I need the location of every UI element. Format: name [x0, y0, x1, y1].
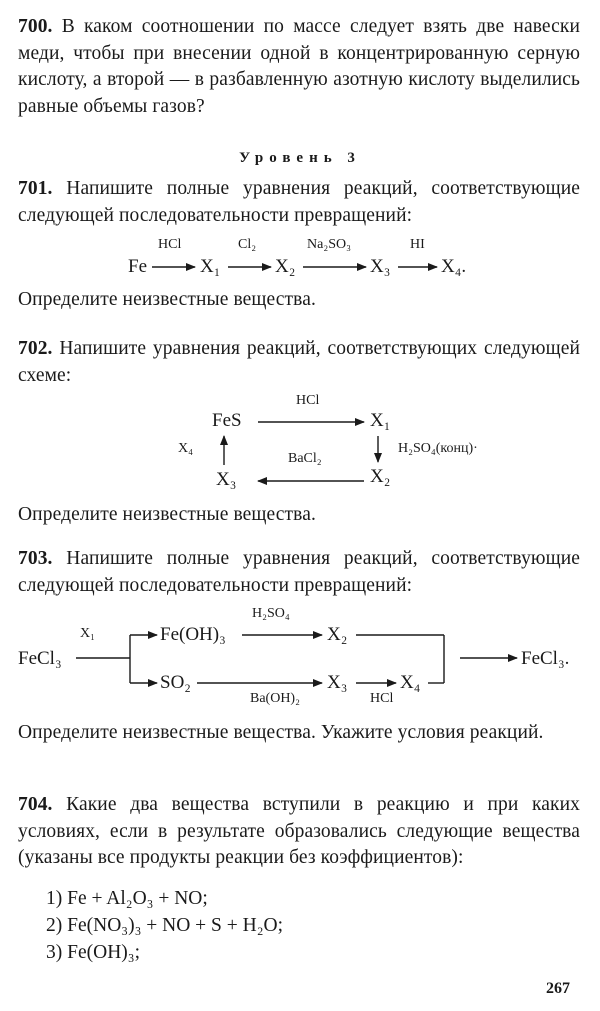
scheme-701-reagent-4: HI [410, 237, 425, 252]
problem-text: Какие два вещества вступили в реакцию и при каких условиях, если в результате образовались следующие вещества (указаны все продукты реакции без коэффициентов): [18, 794, 580, 868]
scheme-703-fecl3-left: FeCl₃ [18, 648, 62, 669]
scheme-703-feoh3: Fe(OH)₃ [160, 624, 226, 645]
scheme-701-product-4: X₄. [441, 256, 467, 277]
scheme-702-fes: FeS [212, 410, 242, 431]
note-703: Определите неизвестные вещества. Укажите условия реакций. [18, 722, 544, 743]
problem-number: 701. [18, 178, 53, 199]
scheme-703-baoh2: Ba(OH)₂ [250, 691, 300, 706]
scheme-701-reagent-2: Cl₂ [238, 237, 257, 252]
scheme-703-fecl3-right: FeCl₃. [521, 648, 570, 669]
scheme-701-product-1: X₁ [200, 256, 221, 277]
answer-3: 3) Fe(OH)₃; [46, 942, 140, 963]
page-number: 267 [546, 980, 570, 997]
scheme-703-h2so4: H₂SO₄ [252, 606, 290, 621]
answer-1: 1) Fe + Al₂O₃ + NO; [46, 888, 208, 909]
problem-number: 703. [18, 548, 53, 569]
note-702: Определите неизвестные вещества. [18, 504, 316, 525]
scheme-702-x2: X₂ [370, 466, 391, 487]
scheme-703-so2: SO₂ [160, 672, 191, 693]
scheme-701-product-3: X₃ [370, 256, 391, 277]
note-701: Определите неизвестные вещества. [18, 289, 316, 310]
problem-number: 702. [18, 338, 53, 359]
scheme-703-x4: X₄ [400, 672, 421, 693]
problem-number: 704. [18, 794, 53, 815]
scheme-702-h2so4: H₂SO₄(конц)· [398, 441, 478, 456]
problem-text: Напишите полные уравнения реакций, соответствующие следующей последовательности превращений: [18, 178, 580, 226]
scheme-703-hcl: HCl [370, 691, 394, 706]
problem-text: В каком соотношении по массе следует взять две навески меди, чтобы при внесении одной в концентрированную серную кислоту, а второй — в разбавленную азотную кислоту выделились равные объемы газов? [18, 16, 580, 117]
scheme-702-x4: X₄ [178, 441, 193, 456]
scheme-703-x3: X₃ [327, 672, 348, 693]
scheme-702-x1: X₁ [370, 410, 391, 431]
scheme-703-x2: X₂ [327, 624, 348, 645]
scheme-701-reagent-3: Na₂SO₃ [307, 237, 351, 252]
scheme-701-product-2: X₂ [275, 256, 296, 277]
problem-number: 700. [18, 16, 53, 37]
level-heading: Уровень 3 [239, 150, 361, 166]
scheme-702-x3: X₃ [216, 469, 237, 490]
answer-2: 2) Fe(NO₃)₃ + NO + S + H₂O; [46, 915, 283, 936]
scheme-702-hcl: HCl [296, 393, 320, 408]
scheme-701-start: Fe [128, 256, 147, 277]
scheme-702-bacl2: BaCl₂ [288, 451, 322, 466]
scheme-703-x1: X₁ [80, 626, 95, 641]
scheme-701-reagent-1: HCl [158, 237, 182, 252]
problem-text: Напишите уравнения реакций, соответствующих следующей схеме: [18, 338, 580, 386]
problem-text: Напишите полные уравнения реакций, соответствующие следующей последовательности превращений: [18, 548, 580, 596]
